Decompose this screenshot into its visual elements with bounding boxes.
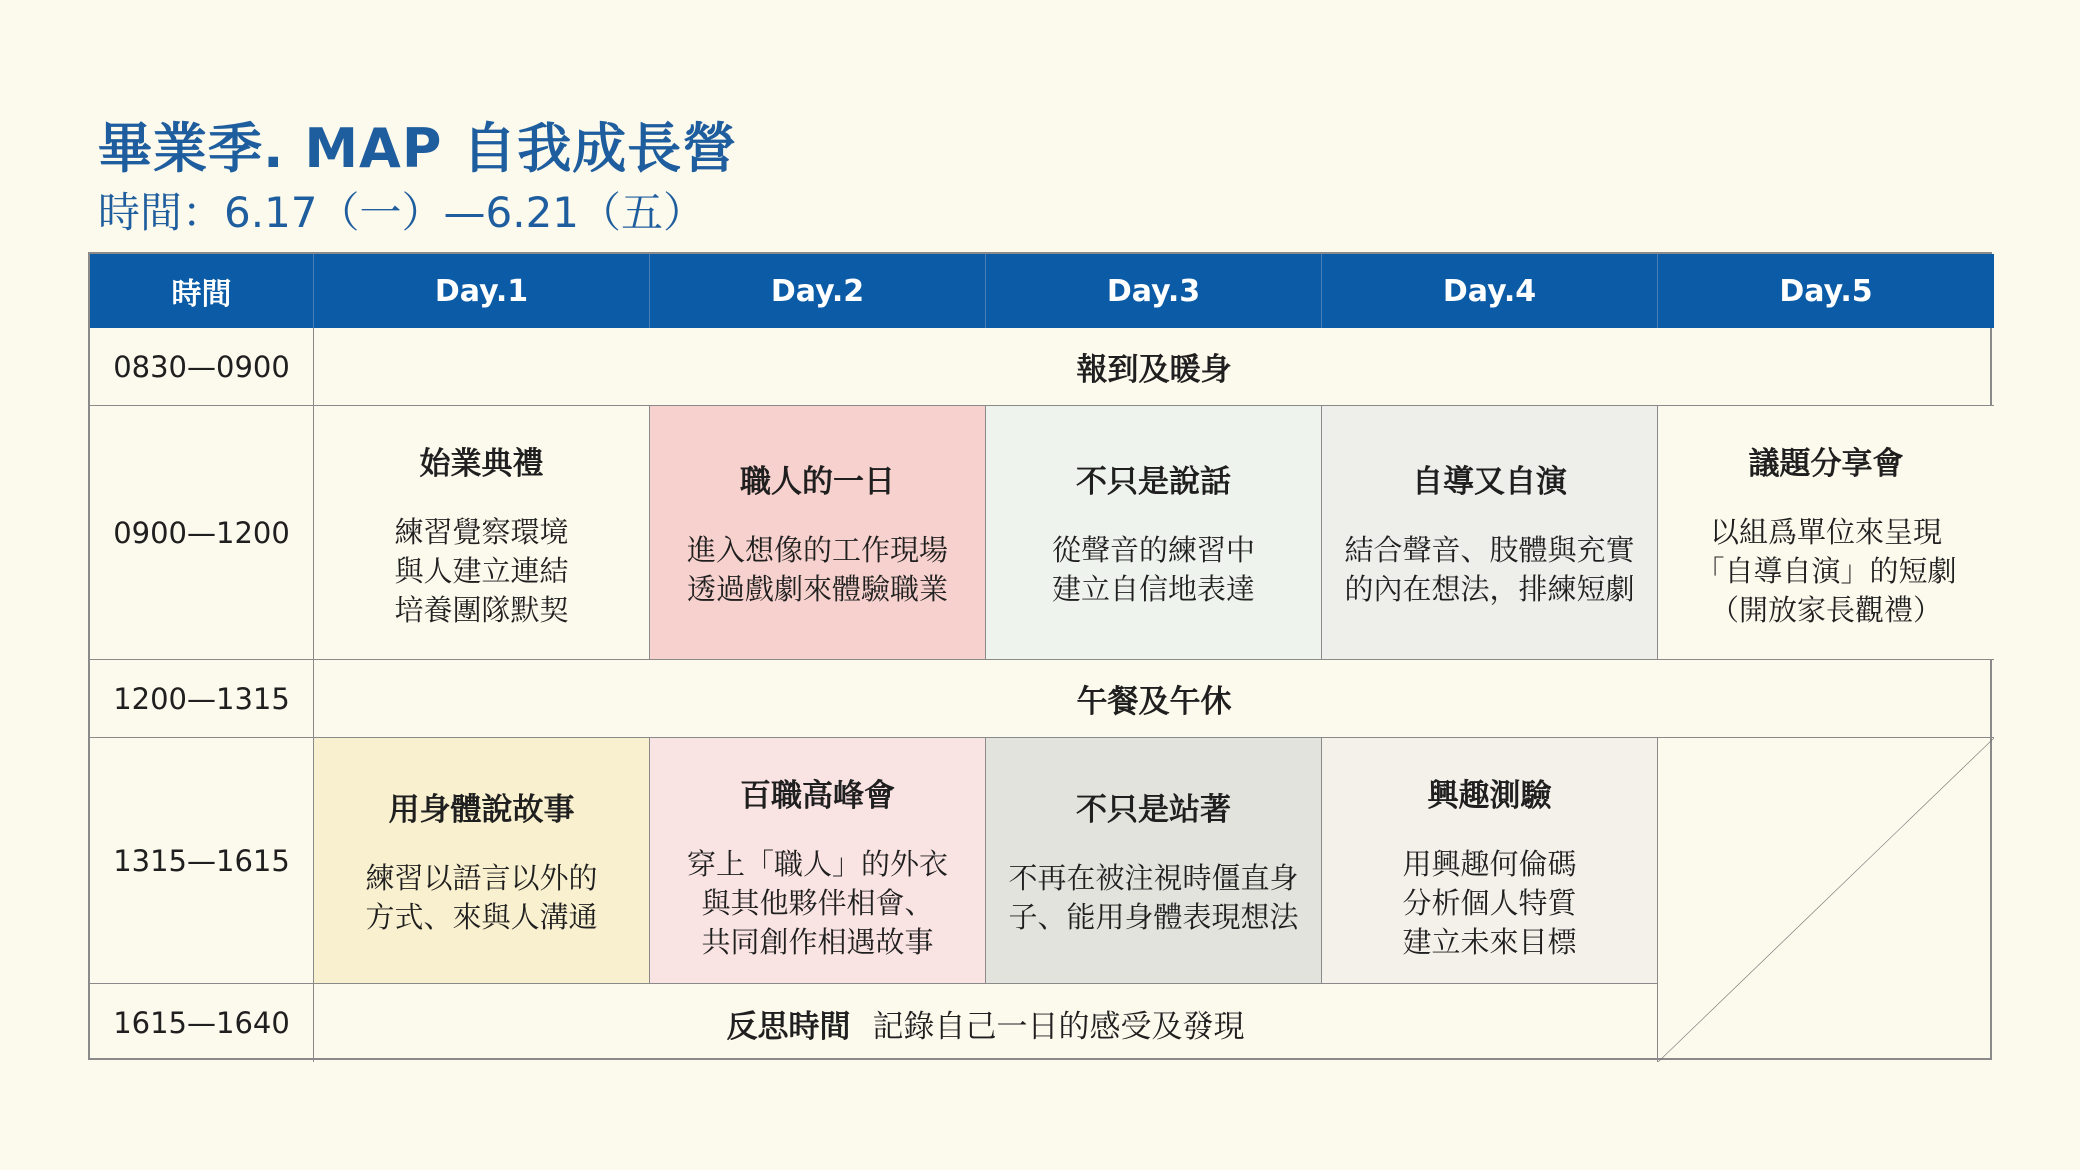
activity-desc: 練習以語言以外的 方式、來與人溝通 [365,861,598,934]
header-day5: Day.5 [1658,254,1994,328]
activity-title: 用身體說故事 [388,792,575,828]
activity-cell [314,738,650,984]
page-title: 畢業季. MAP 自我成長營 [98,117,738,180]
activity-cell [650,738,986,984]
activity-desc: 結合聲音、肢體與充實 的內在想法，排練短劇 [1344,533,1635,606]
header-day3: Day.3 [986,254,1322,328]
activity-title: 不只是站著 [1076,792,1231,828]
activity-title: 職人的一日 [740,464,895,500]
activity-desc: 以組爲單位來呈現 「自導自演」的短劇 （開放家長觀禮） [1695,515,1957,627]
time-slot: 1615—1640 [90,984,314,1062]
empty-slot [1658,738,1994,1062]
checkin-cell: 報到及暖身 [314,328,1994,406]
reflection-label: 反思時間 [726,1008,851,1045]
activity-cell [650,406,986,660]
activity-desc: 從聲音的練習中 建立自信地表達 [1051,533,1255,606]
date-range: 時間：6.17（一）—6.21（五） [98,188,706,237]
time-slot: 0900—1200 [90,406,314,660]
time-slot: 1200—1315 [90,660,314,738]
activity-desc: 穿上「職人」的外衣 與其他夥伴相會、 共同創作相遇故事 [686,847,948,959]
activity-title: 興趣測驗 [1427,778,1552,814]
lunch-cell: 午餐及午休 [314,660,1994,738]
activity-desc: 練習覺察環境 與人建立連結 培養團隊默契 [394,515,569,627]
time-slot: 1315—1615 [90,738,314,984]
activity-desc: 不再在被注視時僵直身 子、能用身體表現想法 [1008,861,1299,934]
header-day2: Day.2 [650,254,986,328]
reflection-cell [314,984,1658,1062]
diagonal-line [1658,738,1994,1062]
header-day4: Day.4 [1322,254,1658,328]
schedule-table [88,252,1992,1060]
activity-desc: 進入想像的工作現場 透過戲劇來體驗職業 [686,533,948,606]
reflection-text: 記錄自己一日的感受及發現 [872,1008,1245,1045]
activity-title: 不只是說話 [1076,464,1231,500]
activity-cell [986,738,1322,984]
activity-cell [314,406,650,660]
header-time: 時間 [90,254,314,328]
activity-title: 自導又自演 [1412,464,1567,500]
activity-desc: 用興趣何倫碼 分析個人特質 建立未來目標 [1402,847,1577,959]
header-day1: Day.1 [314,254,650,328]
activity-cell [1322,738,1658,984]
time-slot: 0830—0900 [90,328,314,406]
activity-title: 百職高峰會 [740,778,895,814]
activity-title: 議題分享會 [1748,446,1904,482]
activity-title: 始業典禮 [419,446,544,482]
activity-cell [986,406,1322,660]
activity-cell [1658,406,1994,660]
activity-cell [1322,406,1658,660]
